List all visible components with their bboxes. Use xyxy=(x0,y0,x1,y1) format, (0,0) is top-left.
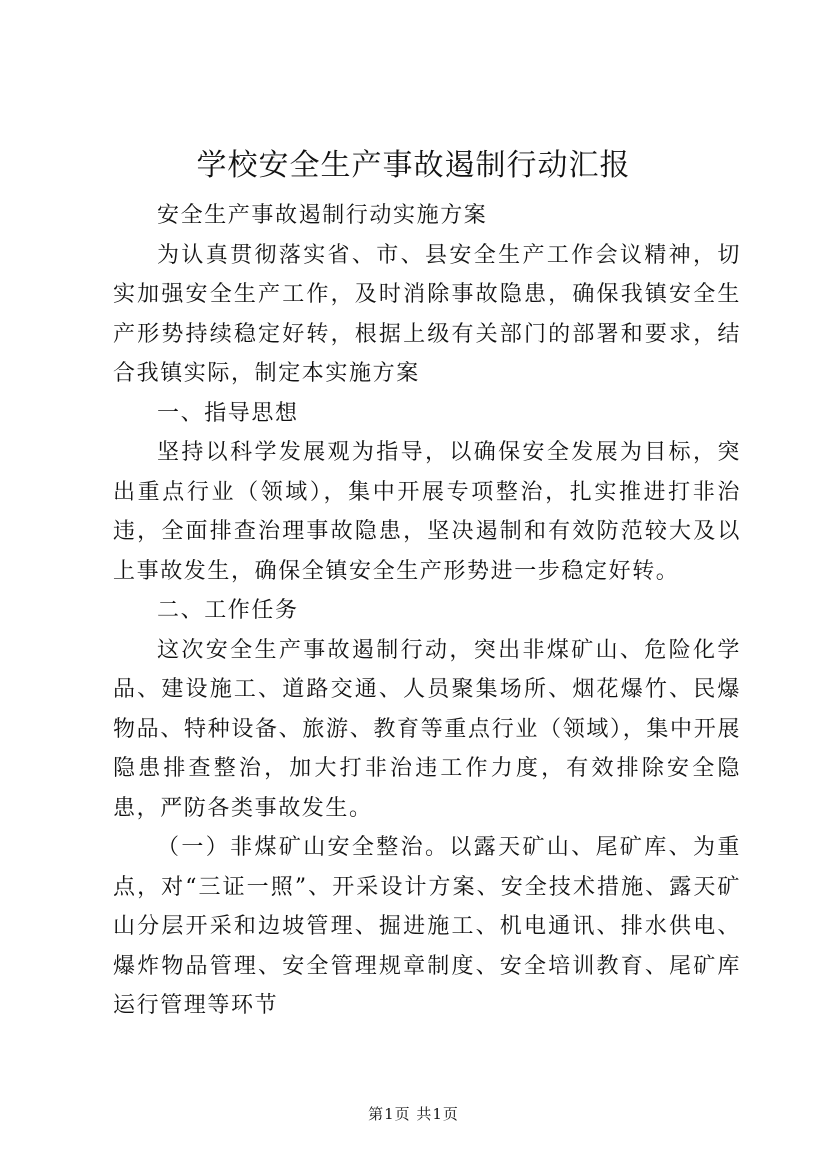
section-heading-work-tasks: 二、工作任务 xyxy=(157,598,299,623)
paragraph-guiding-ideology: 坚持以科学发展观为指导，以确保安全发展为目标，突出重点行业（领域），集中开展专项整治，扎实推进打非治违，全面排查治理事故隐患，坚决遏制和有效防范较大及以上事故发生，确保全镇安全生产形势进一步稳定好转。 xyxy=(113,440,741,584)
paragraph-work-tasks: 这次安全生产事故遏制行动，突出非煤矿山、危险化学品、建设施工、道路交通、人员聚集场所、烟花爆竹、民爆物品、特种设备、旅游、教育等重点行业（领域），集中开展隐患排查整治，加大打非治违工作力度，有效排除安全隐患，严防各类事故发生。 xyxy=(113,637,741,821)
document-title: 学校安全生产事故遏制行动汇报 xyxy=(196,148,631,183)
page-number-footer: 第1页 共1页 xyxy=(368,1105,459,1123)
paragraph-intro: 为认真贯彻落实省、市、县安全生产工作会议精神，切实加强安全生产工作，及时消除事故隐患，确保我镇安全生产形势持续稳定好转，根据上级有关部门的部署和要求，结合我镇实际，制定本实施方案 xyxy=(113,242,741,386)
section-heading-guiding-ideology: 一、指导思想 xyxy=(157,400,299,426)
document-body xyxy=(113,196,741,1026)
paragraph-mining-safety: （一）非煤矿山安全整治。以露天矿山、尾矿库、为重点，对“三证一照”、开采设计方案、安全技术措施、露天矿山分层开采和边坡管理、掘进施工、机电通讯、排水供电、爆炸物品管理、安全管理规章制度、安全培训教育、尾矿库运行管理等环节 xyxy=(113,835,741,1018)
paragraph-subtitle: 安全生产事故遏制行动实施方案 xyxy=(157,203,488,228)
